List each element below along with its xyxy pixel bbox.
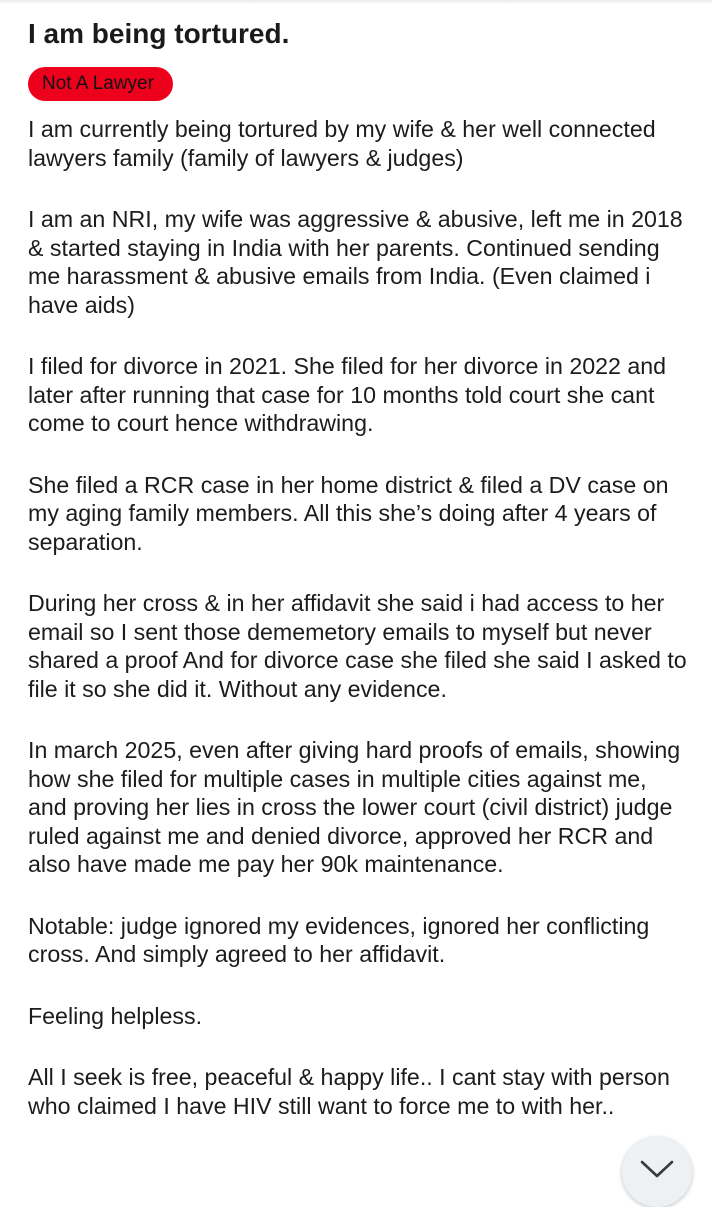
post-paragraph: Feeling helpless. — [28, 1002, 203, 1029]
post-paragraph: I am currently being tortured by my wife & her well connected lawyers family (family of lawyers & judges) — [28, 116, 656, 171]
post-paragraph: I am an NRI, my wife was aggressive & abusive, left me in 2018 & started staying in India with her parents. Continued sending me harassment & abusive emails from India. (Even claimed i have aids) — [28, 206, 683, 318]
post-content — [28, 14, 688, 1153]
post-paragraph: I filed for divorce in 2021. She filed for her divorce in 2022 and later after running that case for 10 months told court she cant come to court hence withdrawing. — [28, 353, 667, 436]
post-body — [28, 115, 688, 1120]
scroll-down-button[interactable] — [622, 1137, 692, 1207]
post-paragraph: During her cross & in her affidavit she said i had access to her email so I sent those dememetory emails to myself but never shared a proof And for divorce case she filed she said I asked to file it so she did it. Without any evidence. — [28, 590, 687, 702]
post-flair[interactable]: Not A Lawyer — [28, 67, 173, 101]
top-edge-shadow — [0, 0, 712, 4]
post-paragraph: Notable: judge ignored my evidences, ignored her conflicting cross. And simply agreed to her affidavit. — [28, 912, 650, 967]
post-paragraph: In march 2025, even after giving hard proofs of emails, showing how she filed for multiple cases in multiple cities against me, and proving her lies in cross the lower court (civil district) judge ruled against me and denied divorce, approved her RCR and also have made me pay her 90k maintenance. — [28, 737, 681, 877]
post-paragraph: All I seek is free, peaceful & happy life.. I cant stay with person who claimed I have HIV still want to force me to with her.. — [28, 1064, 670, 1119]
post-paragraph: She filed a RCR case in her home district & filed a DV case on my aging family members. All this she’s doing after 4 years of separation. — [28, 471, 669, 555]
chevron-down-icon — [640, 1159, 674, 1179]
post-title: I am being tortured. — [28, 18, 290, 49]
